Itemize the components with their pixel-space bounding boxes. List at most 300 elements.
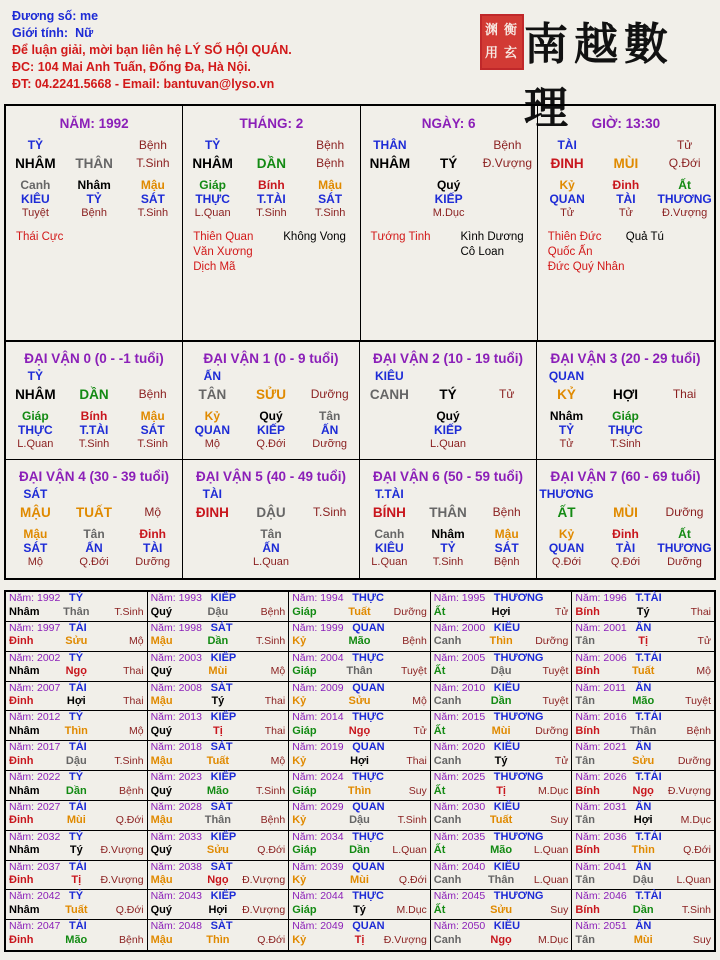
stem-god: TỶ xyxy=(204,138,221,152)
dai-van-title: ĐẠI VẬN 5 (40 - 49 tuổi) xyxy=(195,469,347,484)
pillar-title: GIỜ: 13:30 xyxy=(591,116,661,131)
annual-cell xyxy=(572,801,714,831)
dai-van-cell xyxy=(537,342,714,460)
annual-cell xyxy=(6,801,148,831)
year-phase: Thai xyxy=(264,724,286,737)
annual-line-2 xyxy=(431,934,572,948)
hidden-phase: T.Sinh xyxy=(137,207,169,219)
year-god: KIÊU xyxy=(493,800,521,813)
year-phase: Mộ xyxy=(270,754,286,767)
annual-cell xyxy=(431,711,573,741)
hidden-stem: Đinh xyxy=(612,178,640,192)
year-stem: Quý xyxy=(150,784,172,797)
year-branch: Mão xyxy=(632,695,655,707)
dv-god-row xyxy=(360,487,536,505)
year-branch: Tý xyxy=(353,903,366,916)
year-stem: Bính xyxy=(575,844,600,857)
annual-line-1 xyxy=(572,831,714,845)
year-branch: Tuất xyxy=(206,754,230,767)
hidden-stem xyxy=(477,409,536,423)
annual-line-2 xyxy=(6,844,147,858)
hidden-phases-row xyxy=(538,207,714,221)
year-god: QUAN xyxy=(352,621,385,634)
stem-god: QUAN xyxy=(548,369,585,383)
annual-cell xyxy=(572,861,714,891)
hidden-phase: Bệnh xyxy=(493,556,520,568)
pillar-god-row xyxy=(183,138,359,156)
year-phase: Đ.Vượng xyxy=(242,903,286,916)
year-stem: Nhâm xyxy=(9,724,40,737)
address-line: ĐC: 104 Mai Anh Tuấn, Đống Đa, Hà Nội. xyxy=(12,60,251,74)
four-pillars xyxy=(4,104,716,342)
year-stem: Đinh xyxy=(9,874,34,886)
year-label: Năm: 1993 xyxy=(150,592,202,604)
year-god: KIẾP xyxy=(210,830,237,843)
annual-line-2 xyxy=(572,665,714,679)
year-phase: L.Quan xyxy=(533,874,569,886)
pillar-stem-row xyxy=(538,156,714,178)
year-phase: Q.Đới xyxy=(115,903,144,916)
annual-line-2 xyxy=(289,725,430,739)
annual-line-1 xyxy=(6,920,147,934)
hidden-stem: Mậu xyxy=(140,409,165,423)
year-branch: Tị xyxy=(496,784,506,797)
star-name-secondary: Không Vong xyxy=(283,231,346,243)
year-stem: Kỷ xyxy=(292,814,307,827)
dv-god-row xyxy=(6,369,182,387)
stem-god: SÁT xyxy=(23,487,48,501)
hidden-god: ẤN xyxy=(321,423,339,437)
annual-line-2 xyxy=(572,874,714,888)
dv-stem-row xyxy=(6,505,182,527)
hidden-gods-row xyxy=(361,192,537,207)
annual-cell xyxy=(6,682,148,712)
spacer xyxy=(65,138,124,156)
annual-line-1 xyxy=(431,831,572,845)
year-branch: Dần xyxy=(207,635,229,648)
year-label: Năm: 1996 xyxy=(575,592,627,604)
hidden-phase: Mộ xyxy=(27,556,43,568)
year-label: Năm: 2046 xyxy=(575,890,627,903)
year-god: ẤN xyxy=(635,800,652,813)
year-label: Năm: 2025 xyxy=(433,771,486,783)
heavenly-stem: CANH xyxy=(369,387,409,402)
year-god: SÁT xyxy=(210,920,233,933)
year-label: Năm: 2016 xyxy=(575,711,627,724)
hidden-phases-row xyxy=(361,207,537,221)
year-phase: Mộ xyxy=(412,695,427,707)
year-phase: M.Dục xyxy=(396,903,427,916)
year-stem: Canh xyxy=(433,814,462,827)
year-stem: Ất xyxy=(433,724,446,737)
year-stem: Mậu xyxy=(150,635,173,648)
hidden-god: THƯƠNG xyxy=(657,192,712,206)
hidden-phase: T.Sinh xyxy=(432,556,464,568)
pillar-title: THÁNG: 2 xyxy=(239,116,304,131)
stem-god: THƯƠNG xyxy=(539,487,594,501)
annual-line-1 xyxy=(572,682,714,696)
year-label: Năm: 2022 xyxy=(9,771,61,783)
year-phase: Mộ xyxy=(270,665,286,678)
year-label: Năm: 2030 xyxy=(433,800,486,813)
year-stem: Ất xyxy=(433,903,446,916)
year-stem: Bính xyxy=(575,665,600,678)
annual-line-1 xyxy=(572,771,714,785)
annual-line-1 xyxy=(572,741,714,755)
hidden-phases-row xyxy=(537,556,714,570)
branch-phase: Bệnh xyxy=(492,505,521,519)
year-phase: L.Quan xyxy=(676,874,711,886)
dv-stem-row xyxy=(537,387,714,409)
year-branch: Hợi xyxy=(491,605,511,618)
year-phase: Thai xyxy=(690,605,711,618)
hidden-stem: Kỷ xyxy=(559,178,575,192)
year-god: TỶ xyxy=(69,830,84,843)
year-stem: Giáp xyxy=(292,844,317,857)
annual-line-2 xyxy=(431,755,572,769)
year-branch: Thân xyxy=(63,605,90,618)
annual-line-2 xyxy=(289,904,430,918)
star-name: Thiên Quan xyxy=(193,231,254,243)
dai-van-cell xyxy=(6,342,183,460)
annual-line-1 xyxy=(572,890,714,904)
year-label: Năm: 2043 xyxy=(150,890,202,903)
year-phase: T.Sinh xyxy=(114,754,144,767)
dv-stem-row xyxy=(360,505,536,527)
year-label: Năm: 2006 xyxy=(575,651,627,664)
annual-cell xyxy=(6,771,148,801)
hidden-stem: Nhâm xyxy=(549,409,584,423)
year-god: QUAN xyxy=(352,681,385,694)
year-label: Năm: 2018 xyxy=(150,741,202,754)
hidden-gods-row xyxy=(183,423,359,438)
year-branch: Sửu xyxy=(632,754,655,767)
hidden-god: TÀI xyxy=(615,541,636,555)
earthly-branch: DẬU xyxy=(256,505,286,520)
year-label: Năm: 2044 xyxy=(292,890,344,903)
year-stem: Canh xyxy=(433,874,462,886)
hidden-phases-row xyxy=(183,556,359,570)
hidden-phases-row xyxy=(6,207,182,221)
hidden-phase: Mộ xyxy=(204,438,220,450)
annual-line-2 xyxy=(572,606,714,620)
star-name: Văn Xương xyxy=(193,246,253,258)
spacer xyxy=(242,369,301,387)
annual-cell xyxy=(431,920,573,950)
annual-line-2 xyxy=(6,635,147,649)
year-god: QUAN xyxy=(352,800,385,813)
annual-cell xyxy=(6,622,148,652)
earthly-branch: TÝ xyxy=(439,156,458,171)
year-stem: Quý xyxy=(150,605,172,618)
hidden-phases-row xyxy=(360,556,536,570)
year-label: Năm: 2001 xyxy=(575,621,627,634)
year-label: Năm: 2032 xyxy=(9,830,61,843)
year-phase: Đ.Vượng xyxy=(383,933,427,946)
dv-stem-row xyxy=(183,505,359,527)
branch-phase: Thai xyxy=(672,387,697,401)
year-stem: Quý xyxy=(150,724,172,737)
year-god: QUAN xyxy=(352,741,385,754)
annual-cell xyxy=(148,652,290,682)
year-god: THƯƠNG xyxy=(493,890,544,903)
dai-van-title: ĐẠI VẬN 2 (10 - 19 tuổi) xyxy=(372,351,524,366)
annual-cell xyxy=(572,652,714,682)
year-god: SÁT xyxy=(210,800,233,813)
hidden-stem: Giáp xyxy=(612,409,639,423)
year-stem: Ất xyxy=(433,844,446,857)
annual-line-2 xyxy=(572,904,714,918)
annual-cell xyxy=(148,890,290,920)
year-branch: Hợi xyxy=(208,903,228,916)
annual-cell xyxy=(431,801,573,831)
spacer xyxy=(242,138,301,156)
earthly-branch: DẦN xyxy=(256,156,286,171)
annual-line-1 xyxy=(431,711,572,725)
year-god: THỰC xyxy=(352,830,384,843)
year-label: Năm: 2012 xyxy=(9,711,61,724)
hidden-god: QUAN xyxy=(548,541,585,555)
year-stem: Đinh xyxy=(9,754,34,767)
annual-line-2 xyxy=(6,755,147,769)
year-label: Năm: 2023 xyxy=(150,771,202,783)
annual-line-2 xyxy=(6,814,147,828)
hidden-stem: Bính xyxy=(258,178,285,192)
year-branch: Dậu xyxy=(490,665,512,678)
year-god: KIẾP xyxy=(210,771,237,783)
hidden-god: SÁT xyxy=(140,192,165,206)
hidden-phases-row xyxy=(360,438,536,452)
year-label: Năm: 2021 xyxy=(575,741,627,754)
year-branch: Tý xyxy=(211,695,225,707)
year-branch: Ngọ xyxy=(207,874,229,886)
branch-phase: T.Sinh xyxy=(313,505,347,519)
hidden-god: T.TÀI xyxy=(257,192,286,206)
hidden-stem: Quý xyxy=(436,178,461,192)
annual-line-2 xyxy=(289,755,430,769)
annual-line-1 xyxy=(148,801,289,815)
year-branch: Mùi xyxy=(633,933,653,946)
hidden-stems-row xyxy=(183,178,359,192)
annual-line-1 xyxy=(431,682,572,696)
year-branch: Mão xyxy=(490,844,513,857)
annual-cell xyxy=(6,861,148,891)
hidden-god: T.TÀI xyxy=(79,423,109,437)
year-branch: Tuất xyxy=(489,814,513,827)
annual-line-1 xyxy=(6,831,147,845)
year-label: Năm: 2013 xyxy=(150,711,202,724)
year-phase: Đ.Vượng xyxy=(667,784,711,797)
annual-line-2 xyxy=(6,606,147,620)
hidden-phases-row xyxy=(6,438,182,452)
star-name-secondary: Kình Dương xyxy=(460,231,524,243)
year-god: ẤN xyxy=(635,860,652,873)
heavenly-stem: NHÂM xyxy=(15,387,56,402)
annual-cell xyxy=(289,920,431,950)
branch-phase: Đ.Vượng xyxy=(482,156,532,170)
annual-line-1 xyxy=(148,592,289,606)
year-branch: Tuất xyxy=(65,903,88,916)
hidden-stem xyxy=(478,178,537,192)
hidden-god: SÁT xyxy=(140,423,165,437)
year-stem: Quý xyxy=(150,903,172,916)
hidden-gods-row xyxy=(538,192,714,207)
year-phase: M.Dục xyxy=(680,814,711,827)
hidden-god xyxy=(300,541,359,556)
year-phase: T.Sinh xyxy=(255,635,286,648)
spacer xyxy=(65,369,124,387)
year-stem: Tân xyxy=(575,635,595,648)
annual-line-2 xyxy=(572,755,714,769)
red-seal-stamp xyxy=(480,14,524,70)
hidden-stem xyxy=(360,409,419,423)
annual-line-1 xyxy=(431,801,572,815)
hidden-god: SÁT xyxy=(318,192,343,206)
hidden-stem: Nhâm xyxy=(431,527,465,541)
year-god: SÁT xyxy=(210,621,233,634)
dai-van-title: ĐẠI VẬN 0 (0 - -1 tuổi) xyxy=(24,351,164,366)
phone-email-line: ĐT: 04.2241.5668 - Email: bantuvan@lyso.vn xyxy=(12,77,275,91)
dv-stem-row xyxy=(6,387,182,409)
year-branch: Hợi xyxy=(66,695,86,707)
hidden-stems-row xyxy=(361,178,537,192)
dv-god-row xyxy=(537,369,714,387)
year-branch: Thìn xyxy=(631,844,655,857)
star-name: Thái Cực xyxy=(16,231,64,243)
year-phase: Bệnh xyxy=(260,605,286,618)
annual-line-2 xyxy=(148,695,289,709)
year-phase: Đ.Vượng xyxy=(100,874,144,886)
year-stem: Ất xyxy=(433,605,446,618)
year-god: KIẾP xyxy=(210,711,237,724)
gender-line: Giới tính: Nữ xyxy=(12,26,94,40)
dai-van-cell xyxy=(183,342,360,460)
annual-cell xyxy=(148,711,290,741)
year-branch: Sửu xyxy=(206,844,229,857)
year-label: Năm: 2019 xyxy=(292,741,344,754)
spacer xyxy=(597,138,656,156)
year-label: Năm: 2005 xyxy=(433,651,486,664)
annual-line-1 xyxy=(289,711,430,725)
year-branch: Tý xyxy=(69,844,83,857)
annual-line-2 xyxy=(431,874,572,888)
annual-line-2 xyxy=(6,695,147,709)
annual-line-2 xyxy=(431,665,572,679)
hidden-phase: Q.Đới xyxy=(256,438,286,450)
year-label: Năm: 2024 xyxy=(292,771,344,783)
dai-van-title: ĐẠI VẬN 4 (30 - 39 tuổi) xyxy=(18,469,170,484)
seal-char: 用 xyxy=(485,46,499,61)
year-god: TỶ xyxy=(69,771,84,783)
year-label: Năm: 2047 xyxy=(9,920,61,933)
annual-line-2 xyxy=(148,755,289,769)
annual-line-2 xyxy=(289,695,430,709)
stem-god: TỶ xyxy=(27,369,43,383)
annual-line-1 xyxy=(6,592,147,606)
year-branch: Ngọ xyxy=(490,933,512,946)
hidden-god: KIẾP xyxy=(434,423,463,437)
year-stem: Đinh xyxy=(9,635,34,648)
year-branch: Tuất xyxy=(631,665,655,678)
annual-line-1 xyxy=(289,771,430,785)
year-god: THỰC xyxy=(352,592,384,604)
hidden-stem: Ất xyxy=(678,527,691,541)
pillar-0 xyxy=(6,106,183,340)
header-info xyxy=(12,8,472,93)
year-branch: Mão xyxy=(206,784,229,797)
year-label: Năm: 2000 xyxy=(433,621,486,634)
year-phase: Dưỡng xyxy=(393,605,427,618)
hidden-stems-row xyxy=(360,527,536,541)
annual-cell xyxy=(289,801,431,831)
year-stem: Mậu xyxy=(150,754,173,767)
hidden-stems-row xyxy=(538,178,714,192)
pillar-stars xyxy=(16,230,178,245)
hidden-phase: T.Sinh xyxy=(610,438,641,450)
branch-phase: Mộ xyxy=(144,505,162,519)
year-label: Năm: 2011 xyxy=(575,681,626,694)
hidden-stem: Mậu xyxy=(318,178,343,192)
year-god: KIÊU xyxy=(493,920,521,933)
year-phase: Suy xyxy=(692,933,711,946)
year-branch: Tị xyxy=(638,635,649,648)
spacer xyxy=(300,369,359,387)
hidden-god xyxy=(360,423,419,438)
annual-cell xyxy=(148,771,290,801)
hidden-god xyxy=(183,541,242,556)
star-name: Đức Quý Nhân xyxy=(547,261,625,273)
dai-van-cell xyxy=(183,460,360,578)
annual-line-1 xyxy=(6,622,147,636)
annual-line-1 xyxy=(289,652,430,666)
year-god: KIÊU xyxy=(493,681,521,694)
year-label: Năm: 1994 xyxy=(292,592,344,604)
annual-line-1 xyxy=(6,861,147,875)
year-stem: Quý xyxy=(150,844,172,857)
heavenly-stem: NHÂM xyxy=(192,156,233,171)
year-branch: Mão xyxy=(348,635,371,648)
year-label: Năm: 2035 xyxy=(433,830,486,843)
star-name: Tướng Tinh xyxy=(370,231,431,243)
annual-line-1 xyxy=(431,741,572,755)
year-stem: Ất xyxy=(433,665,446,678)
hidden-god: TỶ xyxy=(440,541,456,555)
hidden-phase: Dưỡng xyxy=(135,556,171,568)
annual-line-1 xyxy=(148,920,289,934)
annual-line-1 xyxy=(431,861,572,875)
year-branch: Thìn xyxy=(347,784,372,797)
year-god: ẤN xyxy=(635,741,652,754)
annual-line-1 xyxy=(148,711,289,725)
earthly-branch: MÙI xyxy=(613,156,639,171)
annual-cell xyxy=(289,682,431,712)
pillar-stars xyxy=(548,230,710,275)
year-label: Năm: 2033 xyxy=(150,830,202,843)
year-phase: Đ.Vượng xyxy=(242,874,286,886)
annual-line-1 xyxy=(6,801,147,815)
year-label: Năm: 2017 xyxy=(9,741,61,754)
year-phase: Tuyệt xyxy=(685,695,711,707)
contact-line: Để luận giải, mời bạn liên hệ LÝ SỐ HỘI QUÁN. xyxy=(12,43,292,57)
year-god: TÀI xyxy=(69,800,87,813)
annual-cell xyxy=(289,861,431,891)
year-branch: Tị xyxy=(71,874,82,886)
hidden-god: KIẾP xyxy=(257,423,286,437)
annual-cell xyxy=(289,890,431,920)
year-branch: Mùi xyxy=(208,665,228,678)
year-branch: Dậu xyxy=(65,754,87,767)
annual-cell xyxy=(431,652,573,682)
